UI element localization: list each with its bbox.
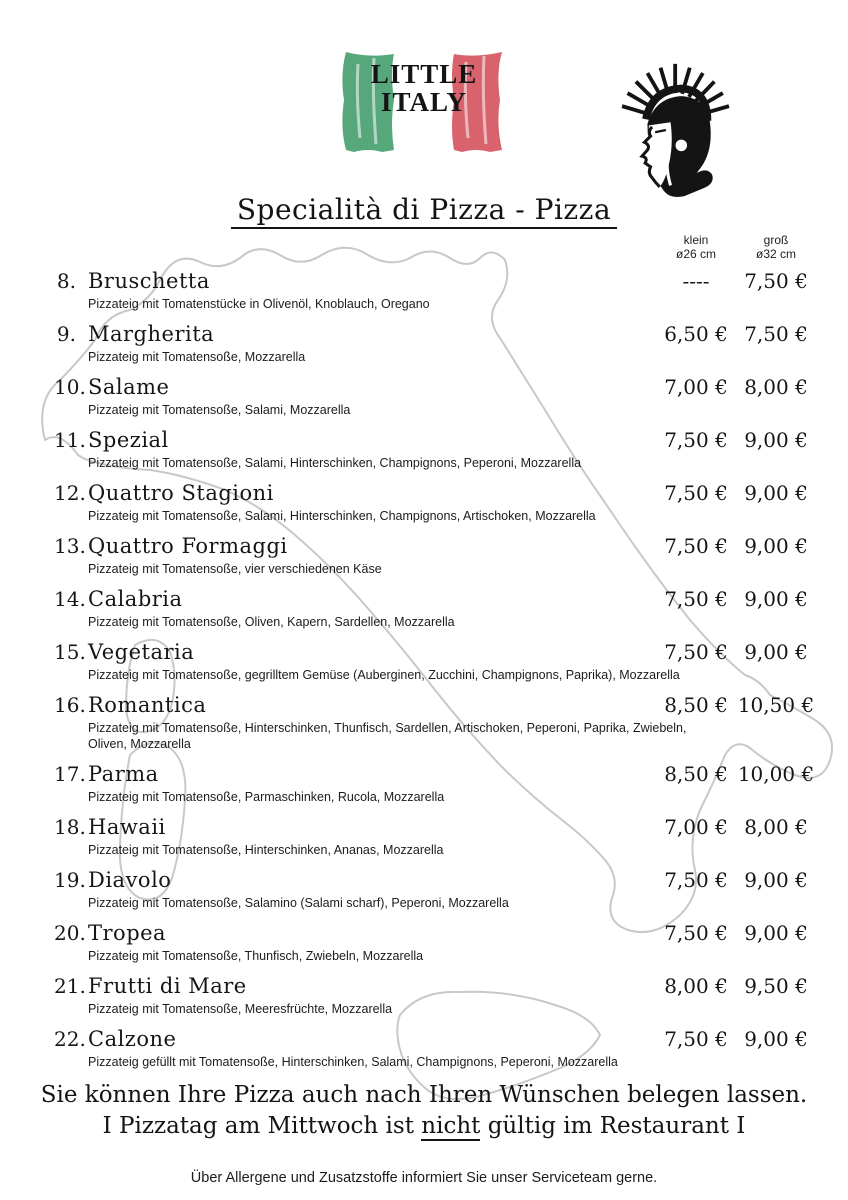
menu-item-row: [0, 322, 848, 365]
allergen-note: Über Allergene und Zusatzstoffe informiert Sie unser Serviceteam gerne.: [190, 1170, 658, 1186]
item-name: Romantica: [88, 693, 207, 717]
item-number: 18.: [54, 815, 86, 839]
col-header-small-size: ø26 cm: [675, 247, 716, 261]
roman-centurion-helmet-icon: [608, 50, 750, 200]
item-name: Bruschetta: [88, 269, 210, 293]
price-small: 7,50 €: [664, 481, 728, 505]
menu-item-row: [0, 481, 848, 524]
col-header-large-size: ø32 cm: [755, 247, 796, 261]
item-description: Pizzateig mit Tomatensoße, Oliven, Kapern, Sardellen, Mozzarella: [88, 615, 455, 629]
size-column-headers: [0, 233, 848, 261]
item-name: Calabria: [88, 587, 183, 611]
menu-item-row: [0, 375, 848, 418]
footer-note-2-suffix: gültig im Restaurant I: [480, 1113, 746, 1139]
item-number: 10.: [54, 375, 86, 399]
item-description: Pizzateig mit Tomatensoße, Meeresfrüchte, Mozzarella: [88, 1002, 393, 1016]
price-large: 9,00 €: [744, 534, 808, 558]
price-small: ----: [682, 269, 710, 293]
price-small: 7,50 €: [664, 534, 728, 558]
menu-item-row: [0, 534, 848, 577]
item-number: 20.: [54, 921, 86, 945]
item-description: Pizzateig mit Tomatensoße, vier verschiedenen Käse: [88, 562, 382, 576]
menu-item-row: [0, 921, 848, 964]
item-description: Pizzateig gefüllt mit Tomatensoße, Hinterschinken, Salami, Champignons, Peperoni, Mozzarella: [88, 1055, 618, 1069]
footer-note-2-underlined-word: nicht: [421, 1113, 481, 1139]
col-header-small-label: klein: [683, 233, 709, 247]
menu-item-row: [0, 815, 848, 858]
footer-note-1: Sie können Ihre Pizza auch nach Ihren Wünschen belegen lassen.: [40, 1082, 808, 1108]
menu-item-row: [0, 693, 848, 752]
footer-note-2-prefix: I Pizzatag am Mittwoch ist: [102, 1113, 422, 1139]
item-number: 11.: [54, 428, 86, 452]
item-number: 16.: [54, 693, 86, 717]
price-small: 7,00 €: [664, 815, 728, 839]
logo-text: [338, 60, 510, 116]
price-large: 9,00 €: [744, 640, 808, 664]
item-name: Quattro Stagioni: [88, 481, 274, 505]
menu-item-list: [0, 269, 848, 1070]
price-large: 7,50 €: [744, 269, 808, 293]
item-description: Pizzateig mit Tomatenstücke in Olivenöl, Knoblauch, Oregano: [88, 297, 430, 311]
item-number: 19.: [54, 868, 86, 892]
item-name: Margherita: [88, 322, 215, 346]
logo-line-1: LITTLE: [370, 59, 478, 89]
price-large: 9,50 €: [744, 974, 808, 998]
item-name: Frutti di Mare: [88, 974, 247, 998]
item-description: Pizzateig mit Tomatensoße, Salami, Hinterschinken, Champignons, Peperoni, Mozzarella: [88, 456, 582, 470]
price-small: 7,00 €: [664, 375, 728, 399]
price-large: 10,50 €: [737, 693, 815, 717]
item-description: Pizzateig mit Tomatensoße, Salamino (Salami scharf), Peperoni, Mozzarella: [88, 896, 509, 910]
price-small: 7,50 €: [664, 1027, 728, 1051]
item-name: Spezial: [88, 428, 169, 452]
item-description: Pizzateig mit Tomatensoße, Hinterschinken, Ananas, Mozzarella: [88, 843, 444, 857]
item-number: 15.: [54, 640, 86, 664]
price-large: 10,00 €: [737, 762, 815, 786]
item-number: 8.: [56, 269, 76, 293]
item-name: Calzone: [88, 1027, 177, 1051]
price-large: 9,00 €: [744, 921, 808, 945]
price-small: 8,50 €: [664, 693, 728, 717]
menu-item-row: [0, 269, 848, 312]
logo-line-2: ITALY: [380, 87, 468, 117]
item-number: 13.: [54, 534, 86, 558]
item-name: Salame: [88, 375, 170, 399]
item-description: Pizzateig mit Tomatensoße, Parmaschinken, Rucola, Mozzarella: [88, 790, 445, 804]
price-small: 8,50 €: [664, 762, 728, 786]
menu-item-row: [0, 428, 848, 471]
item-description: Pizzateig mit Tomatensoße, Salami, Hinterschinken, Champignons, Artischoken, Mozzarella: [88, 509, 596, 523]
price-small: 7,50 €: [664, 868, 728, 892]
price-large: 9,00 €: [744, 868, 808, 892]
menu-item-row: [0, 640, 848, 683]
page-title: Specialità di Pizza - Pizza: [231, 194, 617, 229]
item-number: 12.: [54, 481, 86, 505]
footer-note-2: [0, 1111, 848, 1142]
item-name: Tropea: [88, 921, 167, 945]
item-description: Pizzateig mit Tomatensoße, gegrilltem Gemüse (Auberginen, Zucchini, Champignons, Paprika), Mozzarella: [88, 668, 680, 682]
price-small: 8,00 €: [664, 974, 728, 998]
footer-notes: [0, 1080, 848, 1142]
col-header-large: [736, 233, 816, 261]
item-name: Vegetaria: [88, 640, 195, 664]
price-small: 7,50 €: [664, 428, 728, 452]
header: [0, 0, 848, 192]
item-name: Hawaii: [88, 815, 166, 839]
item-number: 9.: [56, 322, 76, 346]
price-large: 8,00 €: [744, 815, 808, 839]
menu-item-row: [0, 762, 848, 805]
item-name: Parma: [88, 762, 159, 786]
item-description: Pizzateig mit Tomatensoße, Thunfisch, Zwiebeln, Mozzarella: [88, 949, 424, 963]
price-large: 9,00 €: [744, 428, 808, 452]
col-header-large-label: groß: [763, 233, 789, 247]
item-description: Pizzateig mit Tomatensoße, Salami, Mozzarella: [88, 403, 351, 417]
menu-item-row: [0, 1027, 848, 1070]
item-name: Quattro Formaggi: [88, 534, 288, 558]
item-name: Diavolo: [88, 868, 172, 892]
price-small: 7,50 €: [664, 921, 728, 945]
item-number: 17.: [54, 762, 86, 786]
menu-item-row: [0, 974, 848, 1017]
menu-item-row: [0, 587, 848, 630]
price-small: 7,50 €: [664, 640, 728, 664]
item-number: 14.: [54, 587, 86, 611]
item-description: Pizzateig mit Tomatensoße, Hinterschinken, Thunfisch, Sardellen, Artischoken, Peperoni, Paprika, Zwiebeln,: [88, 721, 687, 735]
price-large: 7,50 €: [744, 322, 808, 346]
price-large: 9,00 €: [744, 1027, 808, 1051]
menu-item-row: [0, 868, 848, 911]
price-large: 9,00 €: [744, 481, 808, 505]
item-number: 22.: [54, 1027, 86, 1051]
price-small: 7,50 €: [664, 587, 728, 611]
price-large: 8,00 €: [744, 375, 808, 399]
item-description: Pizzateig mit Tomatensoße, Mozzarella: [88, 350, 306, 364]
price-large: 9,00 €: [744, 587, 808, 611]
item-number: 21.: [54, 974, 86, 998]
col-header-small: [656, 233, 736, 261]
item-description-line2: Oliven, Mozzarella: [88, 737, 191, 751]
price-small: 6,50 €: [664, 322, 728, 346]
